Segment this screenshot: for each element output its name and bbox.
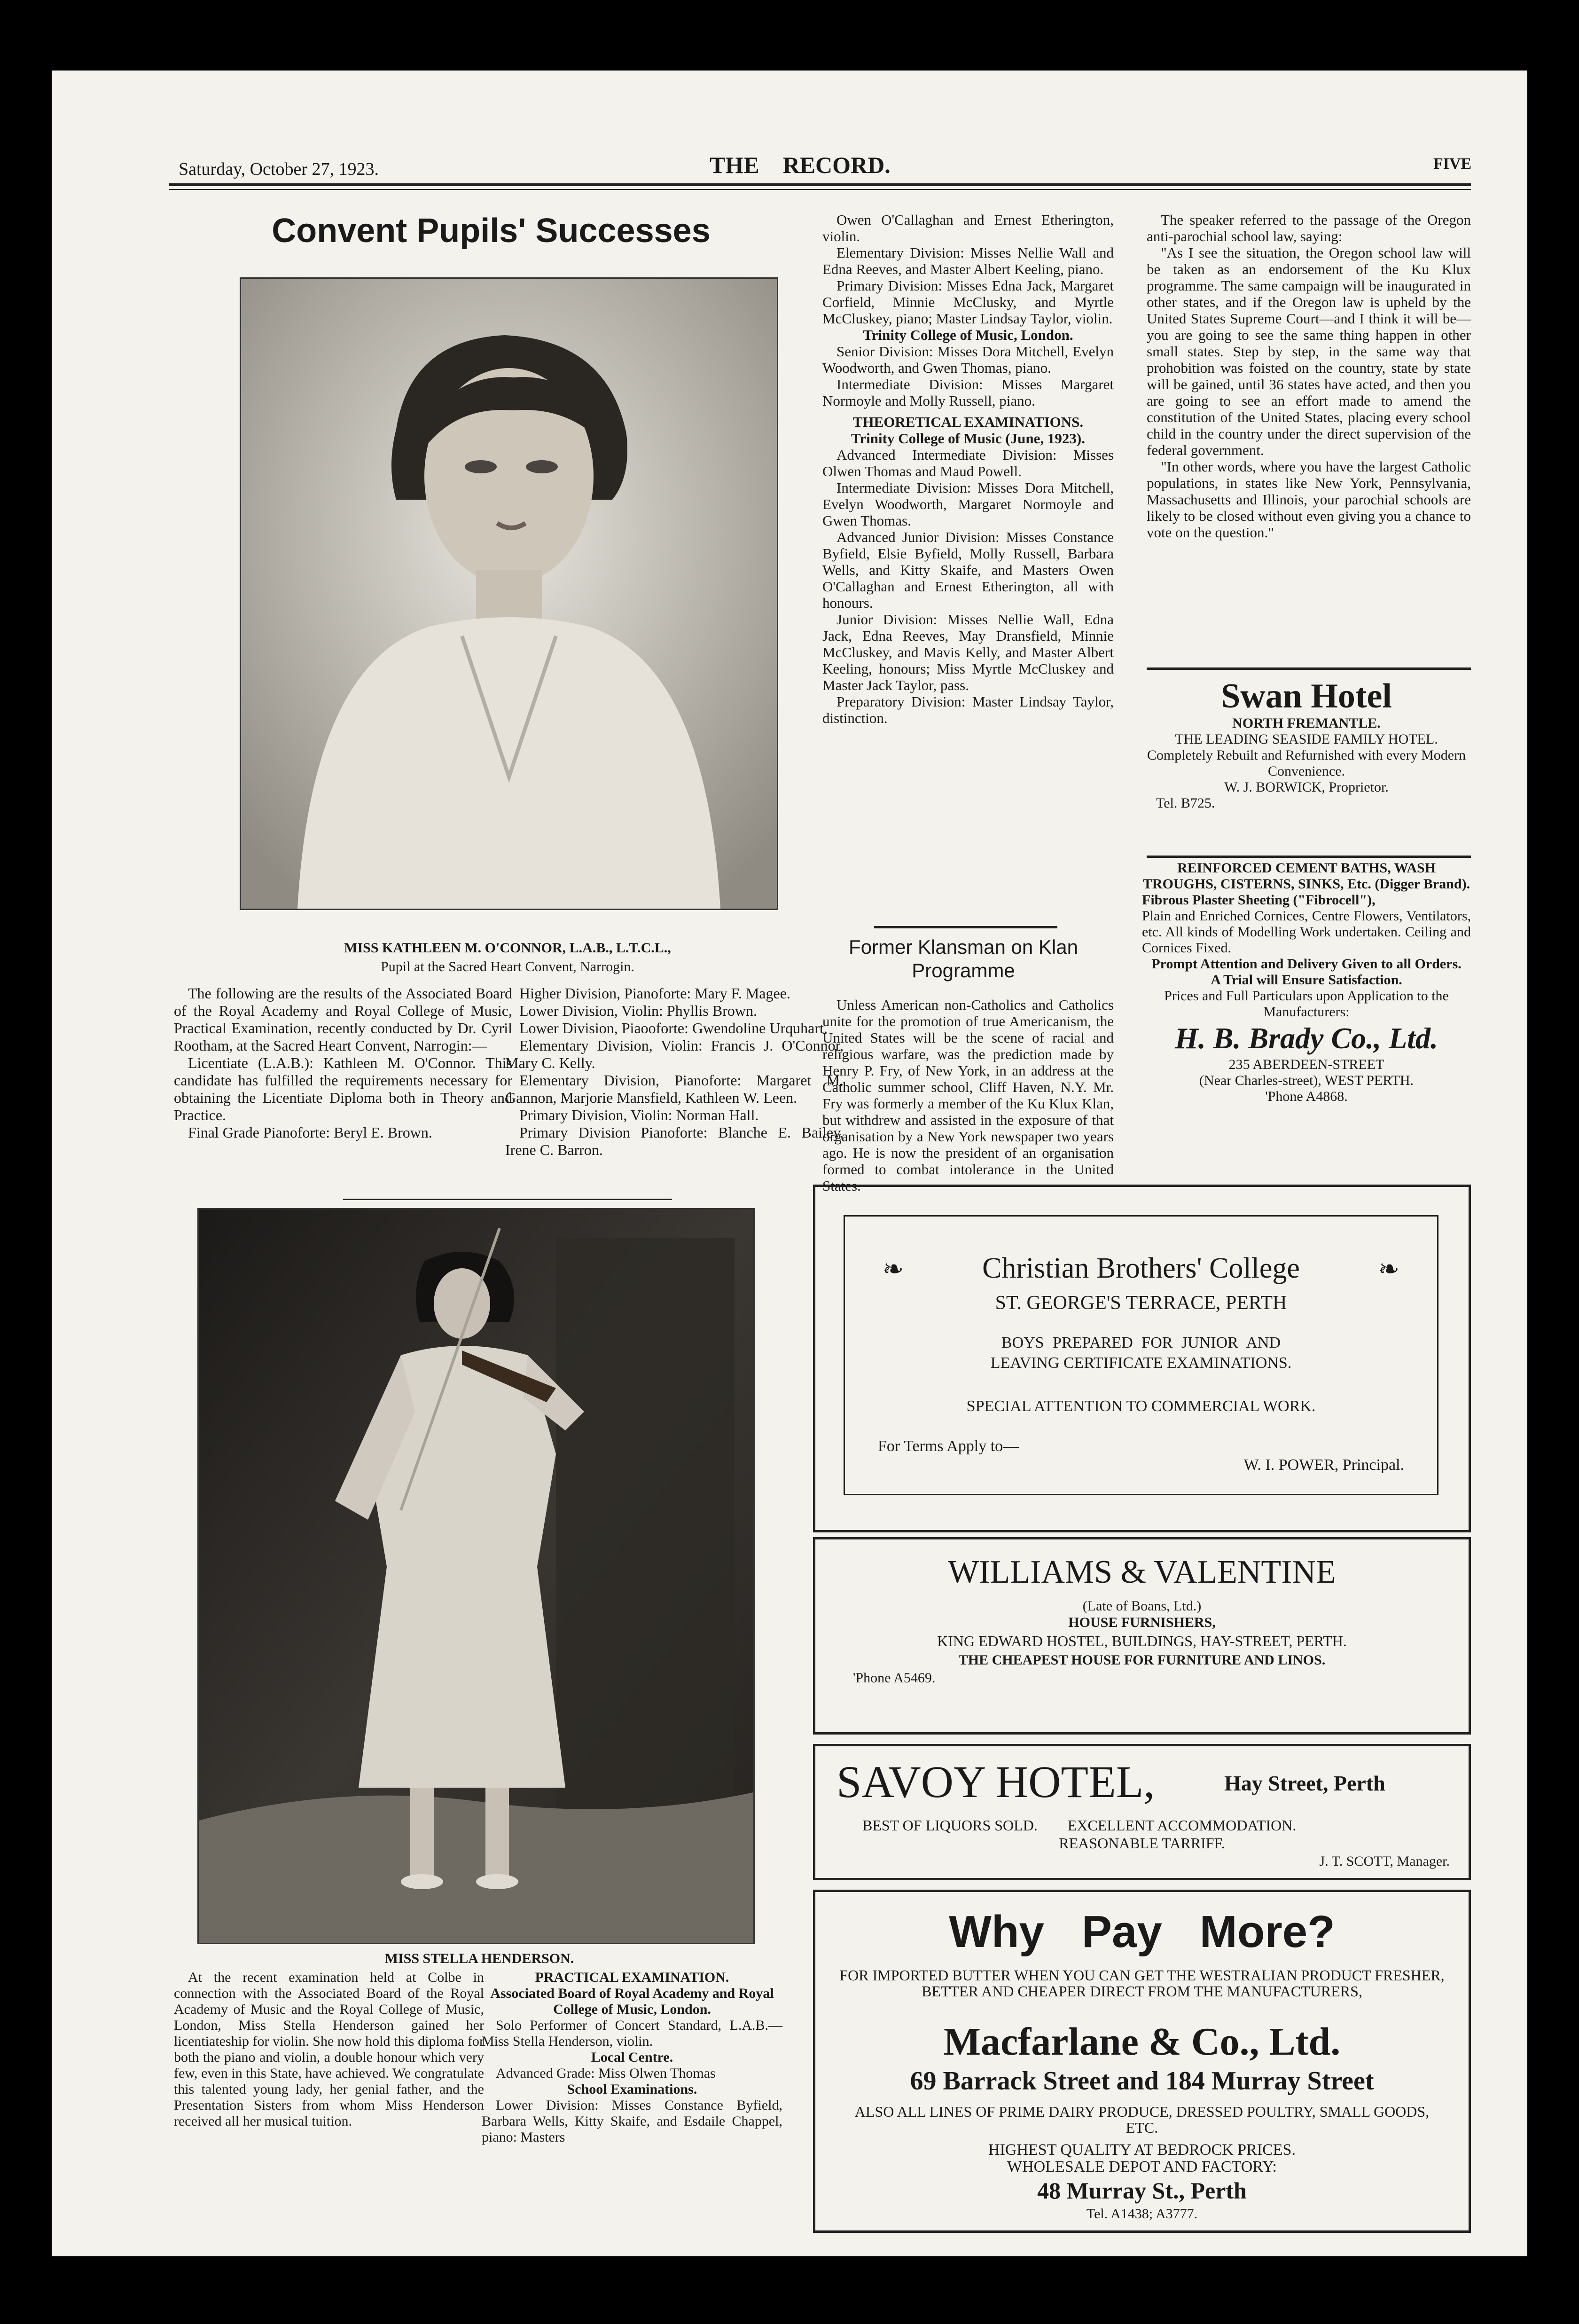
paragraph: The following are the results of the Associated Board of the Royal Academy and Royal College of Music, Practical Examination, recently conducted by Dr. Cyril Rootham, at the Sacred Heart Convent, Narrogin:— bbox=[174, 985, 512, 1054]
ad-line: 235 ABERDEEN-STREET bbox=[1228, 1057, 1384, 1072]
ad-line: THE LEADING SEASIDE FAMILY HOTEL. bbox=[1175, 731, 1438, 747]
paragraph: Lower Division, Piaooforte: Gwendoline Urquhart. bbox=[519, 1020, 828, 1036]
paragraph: Licentiate (L.A.B.): Kathleen M. O'Connor. This candidate has fulfilled the requirements necessary for obtaining the Licentiate Diploma both in Theory and Practice. bbox=[174, 1054, 512, 1123]
ad-title: H. B. Brady Co., Ltd. bbox=[1174, 1021, 1438, 1055]
ad-williams-valentine bbox=[813, 1537, 1471, 1735]
portrait-image bbox=[241, 279, 777, 909]
ad-line: (Near Charles-street), WEST PERTH. bbox=[1199, 1073, 1414, 1088]
ad-title: SAVOY HOTEL, bbox=[836, 1757, 1155, 1807]
ad-inner-border bbox=[844, 1215, 1438, 1495]
ad-line: Plain and Enriched Cornices, Centre Flowers, Ventilators, etc. All kinds of Modelling Work undertaken. Ceiling and Cornices Fixed. bbox=[1142, 908, 1471, 956]
section-rule bbox=[1147, 667, 1471, 670]
paragraph: Elementary Division, Violin: Francis J. O'Connor, Mary C. Kelly. bbox=[505, 1037, 844, 1071]
paragraph: Advanced Grade: Miss Olwen Thomas bbox=[496, 2065, 716, 2081]
paragraph: Intermediate Division: Misses Dora Mitchell, Evelyn Woodworth, Margaret Normoyle and Gwen Thomas. bbox=[822, 479, 1114, 529]
paragraph: Advanced Intermediate Division: Misses Olwen Thomas and Maud Powell. bbox=[822, 447, 1114, 479]
ad-line: Prices and Full Particulars upon Application to the Manufacturers: bbox=[1164, 988, 1449, 1020]
paragraph: Solo Performer of Concert Standard, L.A.B.—Miss Stella Henderson, violin. bbox=[482, 2018, 782, 2049]
ad-title: Swan Hotel bbox=[1221, 677, 1392, 715]
page-number: FIVE bbox=[1433, 155, 1472, 173]
photo1-subcaption: Pupil at the Sacred Heart Convent, Narrogin. bbox=[381, 959, 634, 974]
ad-line: KING EDWARD HOSTEL, BUILDINGS, HAY-STREET, PERTH. bbox=[937, 1633, 1347, 1649]
subheading: THEORETICAL EXAMINATIONS. bbox=[852, 414, 1084, 430]
ad-address: 69 Barrack Street and 184 Murray Street bbox=[910, 2066, 1374, 2096]
photo1-caption: MISS KATHLEEN M. O'CONNOR, L.A.B., L.T.C.L., bbox=[344, 940, 671, 956]
ad-line: 'Phone A4868. bbox=[1265, 1089, 1348, 1104]
ornament-icon: ❧ bbox=[883, 1255, 904, 1283]
paragraph: Intermediate Division: Misses Margaret Normoyle and Molly Russell, piano. bbox=[822, 376, 1114, 409]
ad-line: BOYS PREPARED FOR JUNIOR AND bbox=[1001, 1334, 1281, 1351]
subheading: Trinity College of Music, London. bbox=[863, 327, 1073, 343]
ad-title: WILLIAMS & VALENTINE bbox=[948, 1554, 1336, 1590]
ad-title: Why Pay More? bbox=[949, 1907, 1335, 1957]
ad-line: THE CHEAPEST HOUSE FOR FURNITURE AND LINOS. bbox=[958, 1652, 1326, 1668]
ad-line: W. I. POWER, Principal. bbox=[1243, 1456, 1404, 1474]
photo2-caption: MISS STELLA HENDERSON. bbox=[384, 1951, 574, 1966]
ad-line: HIGHEST QUALITY AT BEDROCK PRICES. bbox=[988, 2141, 1296, 2159]
ad-line: J. T. SCOTT, Manager. bbox=[1319, 1853, 1450, 1869]
masthead: THE RECORD. bbox=[710, 152, 891, 178]
ad-brady bbox=[1142, 860, 1471, 1105]
ad-line: Tel. A1438; A3777. bbox=[1086, 2206, 1198, 2222]
subheading: Trinity College of Music (June, 1923). bbox=[851, 430, 1085, 447]
paragraph: Junior Division: Misses Nellie Wall, Edna Jack, Edna Reeves, May Dransfield, Minnie McCluskey, and Mavis Kelly, and Master Albert Keeling, honours; Miss Myrtle McCluskey and Master Jack Taylor, pass. bbox=[822, 611, 1114, 693]
klan-article bbox=[822, 997, 1114, 1194]
ad-line: A Trial will Ensure Satisfaction. bbox=[1211, 972, 1402, 988]
ad-line: 48 Murray St., Perth bbox=[1037, 2177, 1247, 2204]
ad-line: NORTH FREMANTLE. bbox=[1232, 715, 1381, 731]
ad-christian-brothers bbox=[813, 1185, 1471, 1532]
paragraph: Primary Division: Misses Edna Jack, Margaret Corfield, Minnie McClusky, and Myrtle McCluskey, piano; Master Lindsay Taylor, violin. bbox=[822, 277, 1114, 327]
ad-macfarlane bbox=[813, 1890, 1471, 2233]
paragraph: Primary Division Pianoforte: Blanche E. Bailey, Irene C. Barron. bbox=[505, 1124, 844, 1158]
ad-line: Tel. B725. bbox=[1156, 795, 1215, 811]
subheading: Associated Board of Royal Academy and Royal College of Music, London. bbox=[490, 1986, 774, 2017]
ad-line: BEST OF LIQUORS SOLD. EXCELLENT ACCOMMODATION. bbox=[862, 1817, 1297, 1834]
ornament-icon: ❧ bbox=[1378, 1255, 1399, 1283]
ad-line: WHOLESALE DEPOT AND FACTORY: bbox=[1007, 2158, 1277, 2175]
section-rule bbox=[1147, 856, 1471, 858]
photo-kathleen-oconnor bbox=[240, 277, 778, 910]
subheading: PRACTICAL EXAMINATION. bbox=[535, 1970, 729, 1985]
article-col1 bbox=[174, 985, 512, 1141]
right-column bbox=[1147, 212, 1471, 541]
ad-line: 'Phone A5469. bbox=[853, 1670, 936, 1686]
ad-line: FOR IMPORTED BUTTER WHEN YOU CAN GET THE WESTRALIAN PRODUCT FRESHER, BETTER AND CHEAPER DIRECT FROM THE MANUFACTURERS, bbox=[839, 1967, 1445, 2000]
newspaper-page bbox=[52, 71, 1527, 2256]
paragraph: "In other words, where you have the largest Catholic populations, in states like New York, Pennsylvania, Massachusetts and Illinois, your parochial schools are likely to be closed without even giving you a chance to vote on the question." bbox=[1147, 458, 1471, 541]
ad-line: ST. GEORGE'S TERRACE, PERTH bbox=[995, 1292, 1287, 1314]
article-col2 bbox=[505, 985, 844, 1159]
ad-line: Completely Rebuilt and Refurnished with every Modern Convenience. bbox=[1147, 747, 1466, 779]
paragraph: Lower Division: Misses Constance Byfield, Barbara Wells, Kitty Skaife, and Esdaile Chappel, piano: Masters bbox=[482, 2097, 782, 2145]
paragraph: Higher Division, Pianoforte: Mary F. Magee. bbox=[519, 985, 790, 1002]
ad-line: ALSO ALL LINES OF PRIME DAIRY PRODUCE, DRESSED POULTRY, SMALL GOODS, ETC. bbox=[854, 2103, 1430, 2136]
paragraph: Elementary Division: Misses Nellie Wall and Edna Reeves, and Master Albert Keeling, piano. bbox=[822, 244, 1114, 277]
paragraph: Elementary Division, Pianoforte: Margaret M. Gannon, Marjorie Mansfield, Kathleen W. Leen. bbox=[505, 1072, 844, 1106]
header-rule-thin bbox=[169, 189, 1471, 190]
paragraph: Unless American non-Catholics and Catholics unite for the promotion of true Americanism, the United States will be the scene of racial and religious warfare, was the prediction made by Henry P. Fry, of New York, in an address at the Catholic summer school, Cliff Haven, N.Y. Mr. Fry was formerly a member of the Ku Klux Klan, but withdrew and assisted in the exposure of that organisation by a New York newspaper two years ago. He is now the president of an organisation formed to combat intolerance in the United States. bbox=[822, 997, 1114, 1194]
paragraph: Lower Division, Violin: Phyllis Brown. bbox=[519, 1002, 757, 1019]
paragraph: Primary Division, Violin: Norman Hall. bbox=[519, 1107, 759, 1123]
paragraph: At the recent examination held at Colbe in connection with the Associated Board of the Royal Academy of Music and the Royal College of Music, London, Miss Stella Henderson gained her licentiateship for violin. She now hold this diploma for both the piano and violin, a double honour which very few, even in this State, have achieved. We congratulate this talented young lady, her genial father, and the Presentation Sisters from whom Miss Henderson received all her musical tuition. bbox=[174, 1970, 484, 2129]
ad-line: Prompt Attention and Delivery Given to all Orders. bbox=[1151, 956, 1462, 972]
article-title: Convent Pupils' Successes bbox=[272, 212, 711, 250]
photo-stella-henderson bbox=[197, 1208, 755, 1944]
ad-swan-hotel bbox=[1142, 677, 1471, 811]
paragraph: Final Grade Pianoforte: Beryl E. Brown. bbox=[188, 1124, 432, 1141]
ad-line: Hay Street, Perth bbox=[1224, 1771, 1385, 1795]
middle-column bbox=[822, 212, 1114, 726]
ad-line: HOUSE FURNISHERS, bbox=[1068, 1615, 1216, 1630]
ad-title: Christian Brothers' College bbox=[982, 1252, 1300, 1284]
paragraph: Preparatory Division: Master Lindsay Taylor, distinction. bbox=[822, 693, 1114, 726]
subheading: Local Centre. bbox=[591, 2049, 673, 2065]
paragraph: Advanced Junior Division: Misses Constance Byfield, Elsie Byfield, Molly Russell, Barbara Wells, and Kitty Skaife, and Masters Owen O'Callaghan and Ernest Etherington, all with honours. bbox=[822, 529, 1114, 611]
ad-line: REINFORCED CEMENT BATHS, WASH TROUGHS, CISTERNS, SINKS, Etc. (Digger Brand). bbox=[1142, 860, 1470, 892]
ad-line: LEAVING CERTIFICATE EXAMINATIONS. bbox=[990, 1354, 1292, 1372]
section-rule bbox=[343, 1199, 672, 1200]
ad-company-name: Macfarlane & Co., Ltd. bbox=[943, 2020, 1341, 2064]
ad-line: REASONABLE TARRIFF. bbox=[1059, 1835, 1225, 1852]
ad-line: For Terms Apply to— bbox=[878, 1437, 1019, 1455]
ad-line: Fibrous Plaster Sheeting ("Fibrocell"), bbox=[1142, 892, 1376, 908]
ad-savoy-hotel bbox=[813, 1744, 1471, 1880]
article-col3 bbox=[174, 1970, 484, 2129]
ad-line: (Late of Boans, Ltd.) bbox=[1082, 1598, 1202, 1614]
subheading: School Examinations. bbox=[567, 2081, 697, 2097]
article-col4 bbox=[482, 1970, 782, 2145]
paragraph: Senior Division: Misses Dora Mitchell, Evelyn Woodworth, and Gwen Thomas, piano. bbox=[822, 343, 1114, 376]
klan-headline: Former Klansman on Klan Programme bbox=[849, 936, 1078, 981]
paragraph: "As I see the situation, the Oregon school law will be taken as an endorsement of the Ku Klux programme. The same campaign will be inaugurated in other states, and if the Oregon law is upheld by the United States Supreme Court—and I think it will be—you are going to see the same thing happen in other small states. Step by step, in the same way that prohobition was foisted on the country, state by state will be gained, until 36 states have acted, and then you are going to see an effort made to amend the constitution of the United States, placing every school child in the country under the direct supervision of the federal government. bbox=[1147, 244, 1471, 458]
header-rule bbox=[169, 183, 1471, 186]
ad-line: SPECIAL ATTENTION TO COMMERCIAL WORK. bbox=[966, 1398, 1316, 1415]
section-rule bbox=[874, 926, 1057, 928]
violinist-image bbox=[199, 1209, 753, 1943]
paragraph: Owen O'Callaghan and Ernest Etherington, violin. bbox=[822, 212, 1114, 244]
ad-line: W. J. BORWICK, Proprietor. bbox=[1224, 779, 1389, 795]
issue-date: Saturday, October 27, 1923. bbox=[179, 159, 379, 179]
paragraph: The speaker referred to the passage of the Oregon anti-parochial school law, saying: bbox=[1147, 212, 1471, 244]
